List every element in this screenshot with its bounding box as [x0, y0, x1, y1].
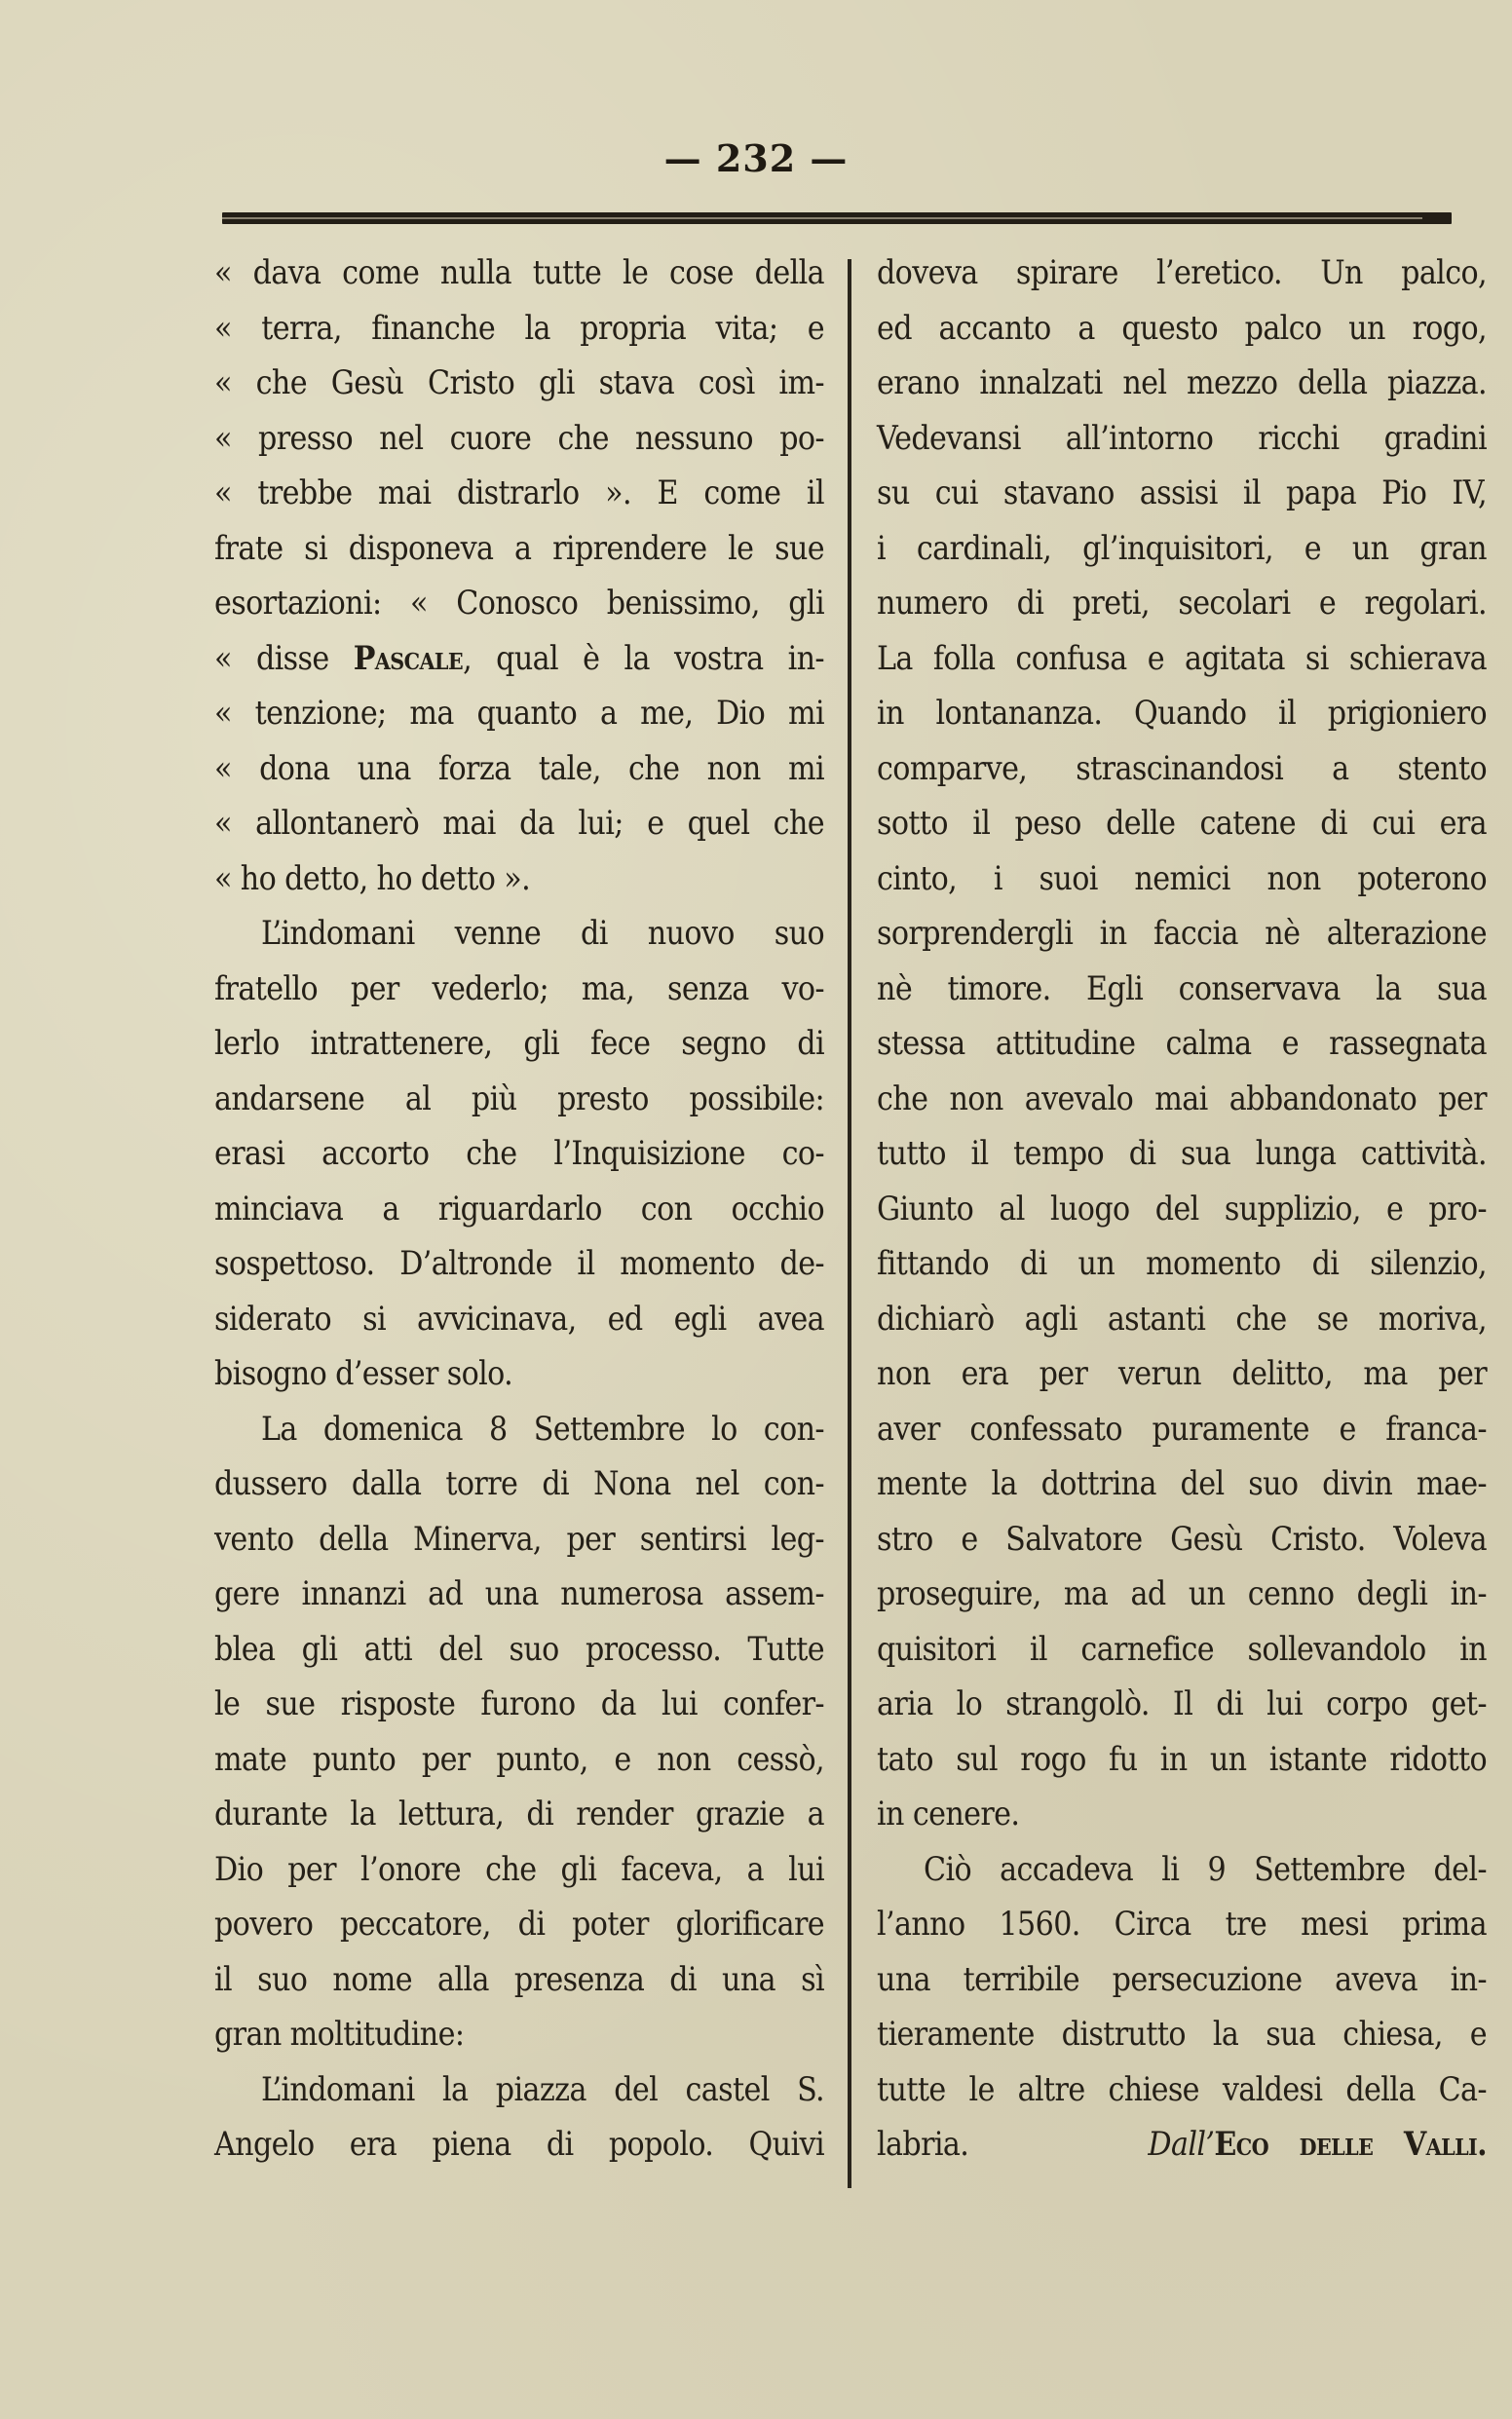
text-line: dichiarò agli astanti che se moriva, — [877, 1299, 1487, 1338]
text-line: una terribile persecuzione aveva in- — [877, 1959, 1487, 1998]
text-line: fittando di un momento di silenzio, — [877, 1244, 1487, 1282]
text-line: La domenica 8 Settembre lo con- — [261, 1409, 824, 1448]
text-line: fratello per vederlo; ma, senza vo- — [214, 968, 824, 1007]
text-line: minciava a riguardarlo con occhio — [214, 1189, 824, 1228]
text-line: dussero dalla torre di Nona nel con- — [214, 1464, 824, 1502]
header-rule — [222, 212, 1452, 224]
text-fragment: labria. — [877, 2125, 1149, 2163]
text-line: proseguire, ma ad un cenno degli in- — [877, 1574, 1487, 1612]
text-line: tieramente distrutto la sua chiesa, e — [877, 2015, 1487, 2053]
text-line: i cardinali, gl’inquisitori, e un gran — [877, 528, 1487, 567]
text-line: sorprendergli in faccia nè alterazione — [877, 914, 1487, 952]
text-line: mente la dottrina del suo divin mae- — [877, 1464, 1487, 1502]
text-line: in lontananza. Quando il prigioniero — [877, 694, 1487, 732]
text-line: cinto, i suoi nemici non poterono — [877, 858, 1487, 897]
text-line: sospettoso. D’altronde il momento de- — [214, 1244, 824, 1282]
text-line: frate si disponeva a riprendere le sue — [214, 528, 824, 567]
text-line: ed accanto a questo palco un rogo, — [877, 308, 1487, 347]
source-title: Eco delle Valli. — [1214, 2125, 1487, 2163]
person-name: Pascale — [353, 638, 464, 677]
text-line: siderato si avvicinava, ed egli avea — [214, 1299, 824, 1338]
text-line: in cenere. — [877, 1795, 1020, 1833]
text-line: gere innanzi ad una numerosa assem- — [214, 1574, 824, 1612]
text-line: non era per verun delitto, ma per — [877, 1354, 1487, 1392]
text-line: « ho detto, ho detto ». — [214, 858, 531, 897]
text-line: tato sul rogo fu in un istante ridotto — [877, 1739, 1487, 1778]
text-line: « dava come nulla tutte le cose della — [214, 253, 824, 291]
text-line: numero di preti, secolari e regolari. — [877, 584, 1487, 622]
text-line: Vedevansi all’intorno ricchi gradini — [877, 418, 1487, 457]
text-line: l’anno 1560. Circa tre mesi prima — [877, 1905, 1487, 1943]
text-line: « allontanerò mai da lui; e quel che — [214, 804, 824, 842]
text-line: Ciò accadeva li 9 Settembre del- — [924, 1849, 1487, 1888]
text-line: erano innalzati nel mezzo della piazza. — [877, 363, 1487, 401]
text-line: andarsene al più presto possibile: — [214, 1078, 824, 1117]
column-divider — [848, 259, 851, 2188]
text-fragment: « disse — [214, 638, 354, 677]
text-line: « trebbe mai distrarlo ». E come il — [214, 473, 824, 511]
text-line: quisitori il carnefice sollevandolo in — [877, 1629, 1487, 1668]
text-line: sotto il peso delle catene di cui era — [877, 804, 1487, 842]
source-citation — [1148, 2125, 1487, 2163]
text-line: nè timore. Egli conservava la sua — [877, 968, 1487, 1007]
text-fragment: , qual è la vostra in- — [463, 638, 824, 677]
page-number: — 232 — — [663, 136, 849, 180]
text-line: mate punto per punto, e non cessò, — [214, 1739, 824, 1778]
left-column — [214, 246, 824, 2173]
text-line — [214, 631, 824, 687]
text-line: aria lo strangolò. Il di lui corpo get- — [877, 1684, 1487, 1722]
text-line: aver confessato puramente e franca- — [877, 1409, 1487, 1448]
text-line: L’indomani venne di nuovo suo — [261, 914, 824, 952]
text-line: Giunto al luogo del supplizio, e pro- — [877, 1189, 1487, 1228]
source-attribution-line — [877, 2117, 1487, 2173]
text-line: vento della Minerva, per sentirsi leg- — [214, 1519, 824, 1558]
text-line: comparve, strascinandosi a stento — [877, 748, 1487, 787]
text-line: su cui stavano assisi il papa Pio IV, — [877, 473, 1487, 511]
text-line: stro e Salvatore Gesù Cristo. Voleva — [877, 1519, 1487, 1558]
source-prefix: Dall’ — [1148, 2125, 1215, 2163]
text-line: stessa attitudine calma e rassegnata — [877, 1024, 1487, 1062]
text-line: bisogno d’esser solo. — [214, 1354, 513, 1392]
text-line: Dio per l’onore che gli faceva, a lui — [214, 1849, 824, 1888]
text-line: « terra, finanche la propria vita; e — [214, 308, 824, 347]
text-line: doveva spirare l’eretico. Un palco, — [877, 253, 1487, 291]
text-line: La folla confusa e agitata si schierava — [877, 638, 1487, 677]
text-line: tutte le altre chiese valdesi della Ca- — [877, 2069, 1487, 2108]
text-line: povero peccatore, di poter glorificare — [214, 1905, 824, 1943]
text-line: Angelo era piena di popolo. Quivi — [214, 2125, 824, 2163]
text-line: tutto il tempo di sua lunga cattività. — [877, 1134, 1487, 1172]
text-line: « tenzione; ma quanto a me, Dio mi — [214, 694, 824, 732]
text-line: lerlo intrattenere, gli fece segno di — [214, 1024, 824, 1062]
text-line: L’indomani la piazza del castel S. — [261, 2069, 824, 2108]
text-line: « che Gesù Cristo gli stava così im- — [214, 363, 824, 401]
text-line: durante la lettura, di render grazie a — [214, 1795, 824, 1833]
text-line: erasi accorto che l’Inquisizione co- — [214, 1134, 824, 1172]
text-line: « presso nel cuore che nessuno po- — [214, 418, 824, 457]
text-line: gran moltitudine: — [214, 2015, 465, 2053]
right-column — [877, 246, 1487, 2173]
text-line: « dona una forza tale, che non mi — [214, 748, 824, 787]
text-line: le sue risposte furono da lui confer- — [214, 1684, 824, 1722]
text-line: il suo nome alla presenza di una sì — [214, 1959, 824, 1998]
text-line: esortazioni: « Conosco benissimo, gli — [214, 584, 824, 622]
text-line: blea gli atti del suo processo. Tutte — [214, 1629, 824, 1668]
text-line: che non avevalo mai abbandonato per — [877, 1078, 1487, 1117]
